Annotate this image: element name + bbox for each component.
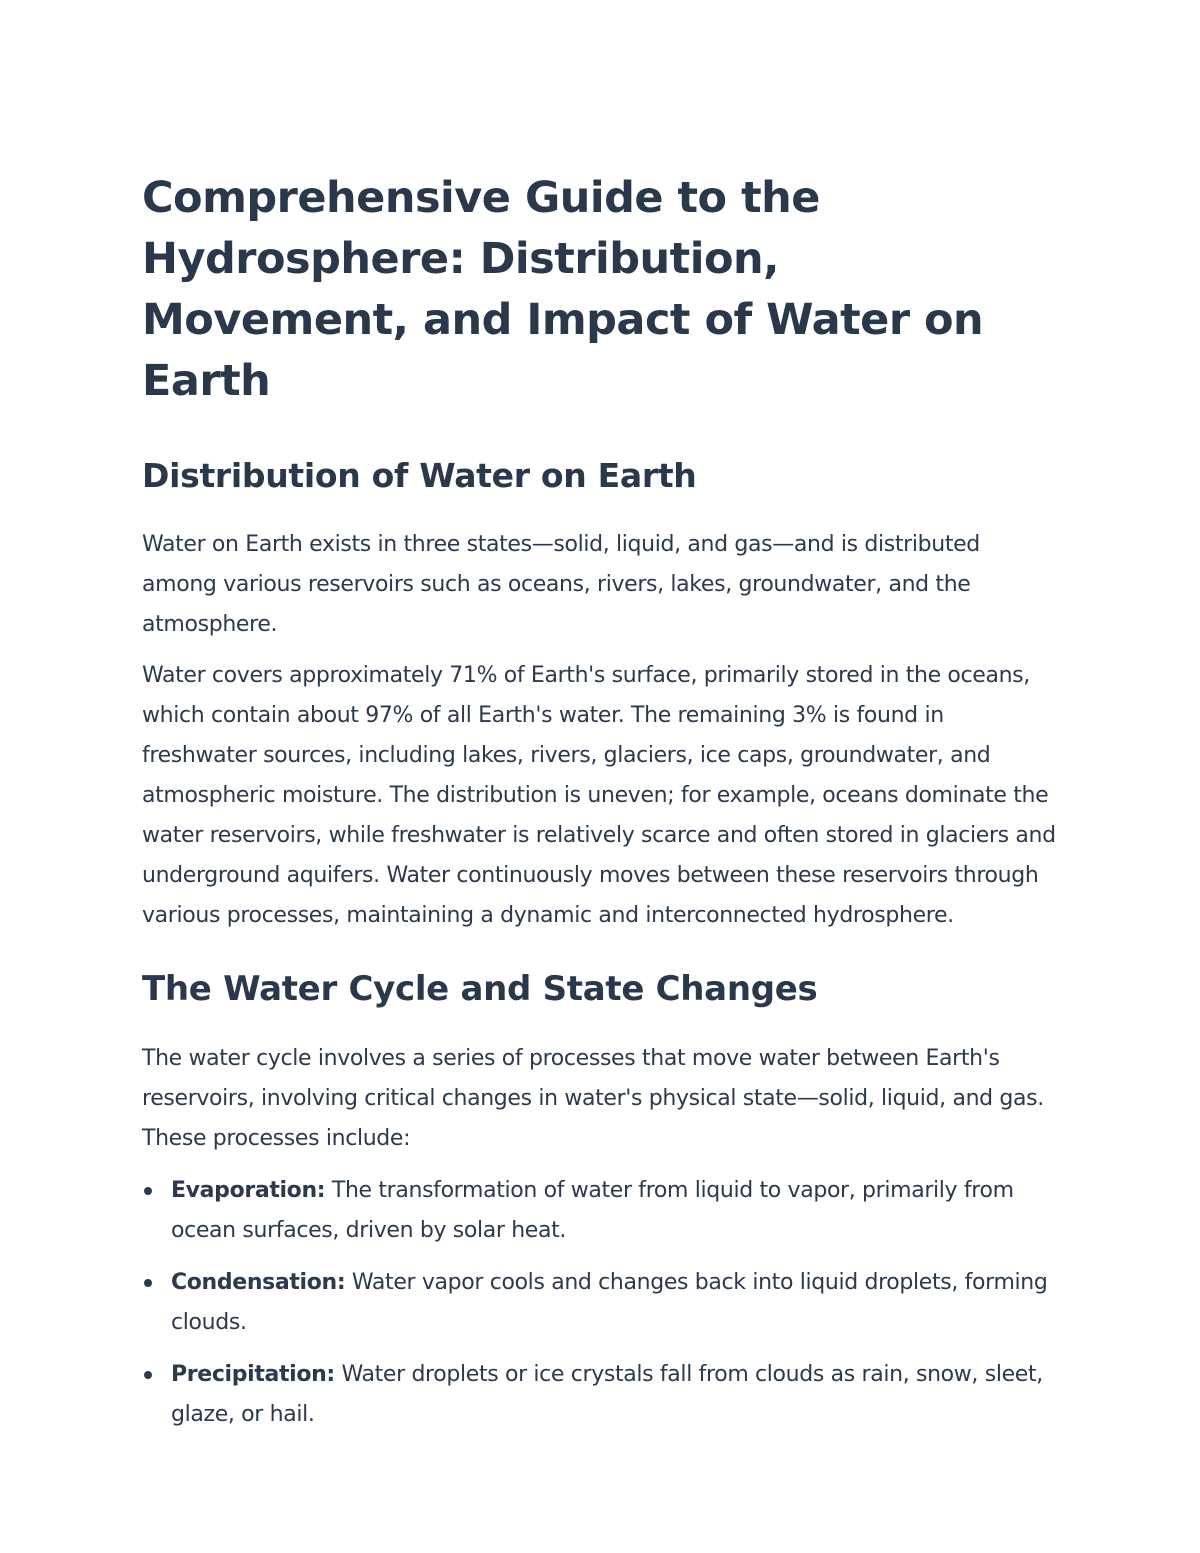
- list-item-precipitation: [142, 1355, 1057, 1435]
- definition-evaporation: The transformation of water from liquid to vapor, primarily from ocean surfaces, driven by solar heat.: [171, 1178, 1014, 1243]
- definition-precipitation: Water droplets or ice crystals fall from clouds as rain, snow, sleet, glaze, or hail.: [171, 1362, 1043, 1427]
- process-list: [142, 1171, 1057, 1435]
- list-item-condensation: [142, 1263, 1057, 1343]
- definition-condensation: Water vapor cools and changes back into liquid droplets, forming clouds.: [171, 1270, 1048, 1335]
- document-title: Comprehensive Guide to the Hydrosphere: Distribution, Movement, and Impact of Water on Earth: [142, 173, 984, 406]
- term-evaporation: Evaporation:: [171, 1178, 326, 1203]
- term-condensation: Condensation:: [171, 1270, 346, 1295]
- section-heading-distribution: Distribution of Water on Earth: [142, 456, 697, 495]
- bullet-icon: [144, 1371, 152, 1379]
- bullet-icon: [144, 1279, 152, 1287]
- list-item-evaporation: [142, 1171, 1057, 1251]
- section-heading-water-cycle: The Water Cycle and State Changes: [142, 969, 818, 1009]
- bullet-icon: [144, 1187, 152, 1195]
- term-precipitation: Precipitation:: [171, 1362, 335, 1387]
- paragraph-water-cycle-intro: The water cycle involves a series of processes that move water between Earth's reservoirs, involving critical changes in water's physical state—solid, liquid, and gas. These processes include:: [142, 1046, 1044, 1151]
- document-page: [142, 168, 1057, 1447]
- paragraph-states: Water on Earth exists in three states—solid, liquid, and gas—and is distributed among various reservoirs such as oceans, rivers, lakes, groundwater, and the atmosphere.: [142, 532, 980, 637]
- paragraph-coverage: Water covers approximately 71% of Earth's surface, primarily stored in the oceans, which contain about 97% of all Earth's water. The remaining 3% is found in freshwater sources, including lakes, rivers, glaciers, ice caps, groundwater, and atmospheric moisture. The distribution is uneven; for example, oceans dominate the water reservoirs, while freshwater is relatively scarce and often stored in glaciers and underground aquifers. Water continuously moves between these reservoirs through various processes, maintaining a dynamic and interconnected hydrosphere.: [142, 663, 1056, 928]
